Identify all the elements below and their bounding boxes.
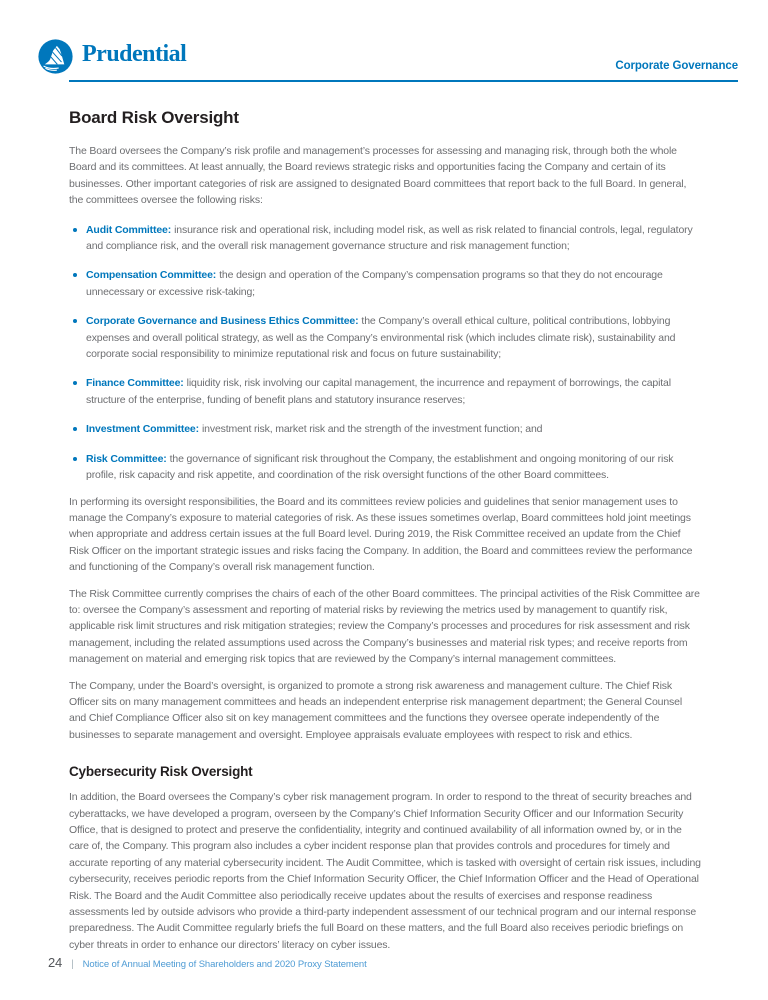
committee-name: Audit Committee: [86,223,172,236]
body-paragraph: The Risk Committee currently comprises the chairs of each of the other Board committees. The principal activities of the Risk Committee are to: oversee the Company’s assessment and reporting of material risks by reviewing the metrics used by management to quantify risk, applicable risk limit structures and risk mitigation strategies; review the Company’s processes and procedures for risk assessment and risk management, including the related assumptions used across the Company’s businesses and material risk types; and receive reports from management on material and emerging risk topics that are reviewed by the Company’s internal management committees. [69,587,700,666]
committee-name: Compensation Committee: [86,269,217,282]
body-paragraph: In performing its oversight responsibilities, the Board and its committees review policies and guidelines that senior management uses to manage the Company’s exposure to material categories of risk. As these issues sometimes overlap, Board committees hold joint meetings when appropriate and address certain issues at the full Board level. During 2019, the Risk Committee received an update from the Chief Risk Officer on the important strategic issues and risks facing the Company. In addition, the Board and committees review the performance and functioning of the Company’s overall risk management function. [69,495,693,574]
committee-description: the governance of significant risk throughout the Company, the establishment and ongoing monitoring of our risk profile, risk capacity and risk appetite, and coordination of the risk oversight functions of the other Board committees. [86,452,674,482]
committee-name: Risk Committee: [86,452,167,465]
cybersecurity-heading: Cybersecurity Risk Oversight [69,764,253,780]
cybersecurity-paragraph: In addition, the Board oversees the Company’s cyber risk management program. In order to respond to the threat of security breaches and cyberattacks, we have developed a program, overseen by the Company’s Chief Information Security Officer and our Information Security Office, that is designed to protect and preserve the confidentiality, integrity and continued availability of all information owned by, or in the care of, the Company. This program also includes a cyber incident response plan that provides controls and procedures for timely and accurate reporting of any material cybersecurity incident. The Audit Committee, which is tasked with oversight of certain risk issues, including cybersecurity, receives periodic reports from the Chief Information Security Officer, the Chief Information Officer and the Head of Operational Risk. The Board and the Audit Committee also periodically receive updates about the results of exercises and response readiness assessments led by outside advisors who provide a third-party independent assessment of our technical program and our internal response preparedness. The Audit Committee regularly briefs the full Board on these matters, and the full Board also receives periodic briefings on cyber threats in order to enhance our directors’ literacy on cyber issues. [69,791,701,951]
intro-paragraph: The Board oversees the Company’s risk profile and management’s processes for assessing and managing risk, through both the whole Board and its committees. At least annually, the Board reviews strategic risks and opportunities facing the Company and certain of its businesses. Other important categories of risk are assigned to designated Board committees that report back to the full Board. In general, the committees oversee the following risks: [69,145,687,207]
page-footer [48,955,367,970]
committee-name: Corporate Governance and Business Ethics Committee: [86,315,359,328]
footer-document-title: Notice of Annual Meeting of Shareholders and 2020 Proxy Statement [82,959,367,970]
committee-description: insurance risk and operational risk, including model risk, as well as risk related to financial controls, legal, regulatory and compliance risk, and the overall risk management governance structure and risk management function; [86,223,693,253]
prudential-rock-logo-icon [37,38,74,75]
committee-name: Investment Committee: [86,423,199,436]
footer-separator: | [71,959,74,970]
body-paragraph: The Company, under the Board’s oversight, is organized to promote a strong risk awareness and management culture. The Chief Risk Officer sits on many management committees and heads an independent enterprise risk management department; the General Counsel and Chief Compliance Officer also sit on key management committees and the functions they oversee operate independently of the businesses to separate management and oversight. Employee appraisals evaluate employees with respect to risk and ethics. [69,679,683,741]
list-item-investment-committee [69,421,701,437]
list-item-audit-committee [69,222,701,255]
prudential-logo [37,38,186,75]
list-item-finance-committee [69,375,701,408]
section-label: Corporate Governance [615,60,738,72]
page-header [0,0,768,75]
committee-description: the Company’s overall ethical culture, political contributions, lobbying expenses and overall political strategy, as well as the Company’s environmental risk (which includes climate risk), sustainability and corporate social responsibility to minimize reputational risk and focus on future sustainability; [86,315,676,361]
list-item-risk-committee [69,451,701,484]
prudential-wordmark: Prudential [82,40,187,67]
page-number: 24 [48,955,63,970]
page-title: Board Risk Oversight [69,108,239,127]
committee-description: investment risk, market risk and the strength of the investment function; and [201,423,543,436]
committee-description: the design and operation of the Company’s compensation programs so that they do not encourage unnecessary or excessive risk-taking; [86,269,663,298]
committee-description: liquidity risk, risk involving our capital management, the incurrence and repayment of borrowings, the capital structure of the enterprise, funding of benefit plans and statutory insurance reserves; [86,377,671,406]
page-content [69,108,701,953]
committee-risk-list [69,222,701,484]
list-item-corporate-governance-committee [69,313,701,362]
list-item-compensation-committee [69,267,701,300]
committee-name: Finance Committee: [86,377,184,390]
header-rule [69,80,738,82]
